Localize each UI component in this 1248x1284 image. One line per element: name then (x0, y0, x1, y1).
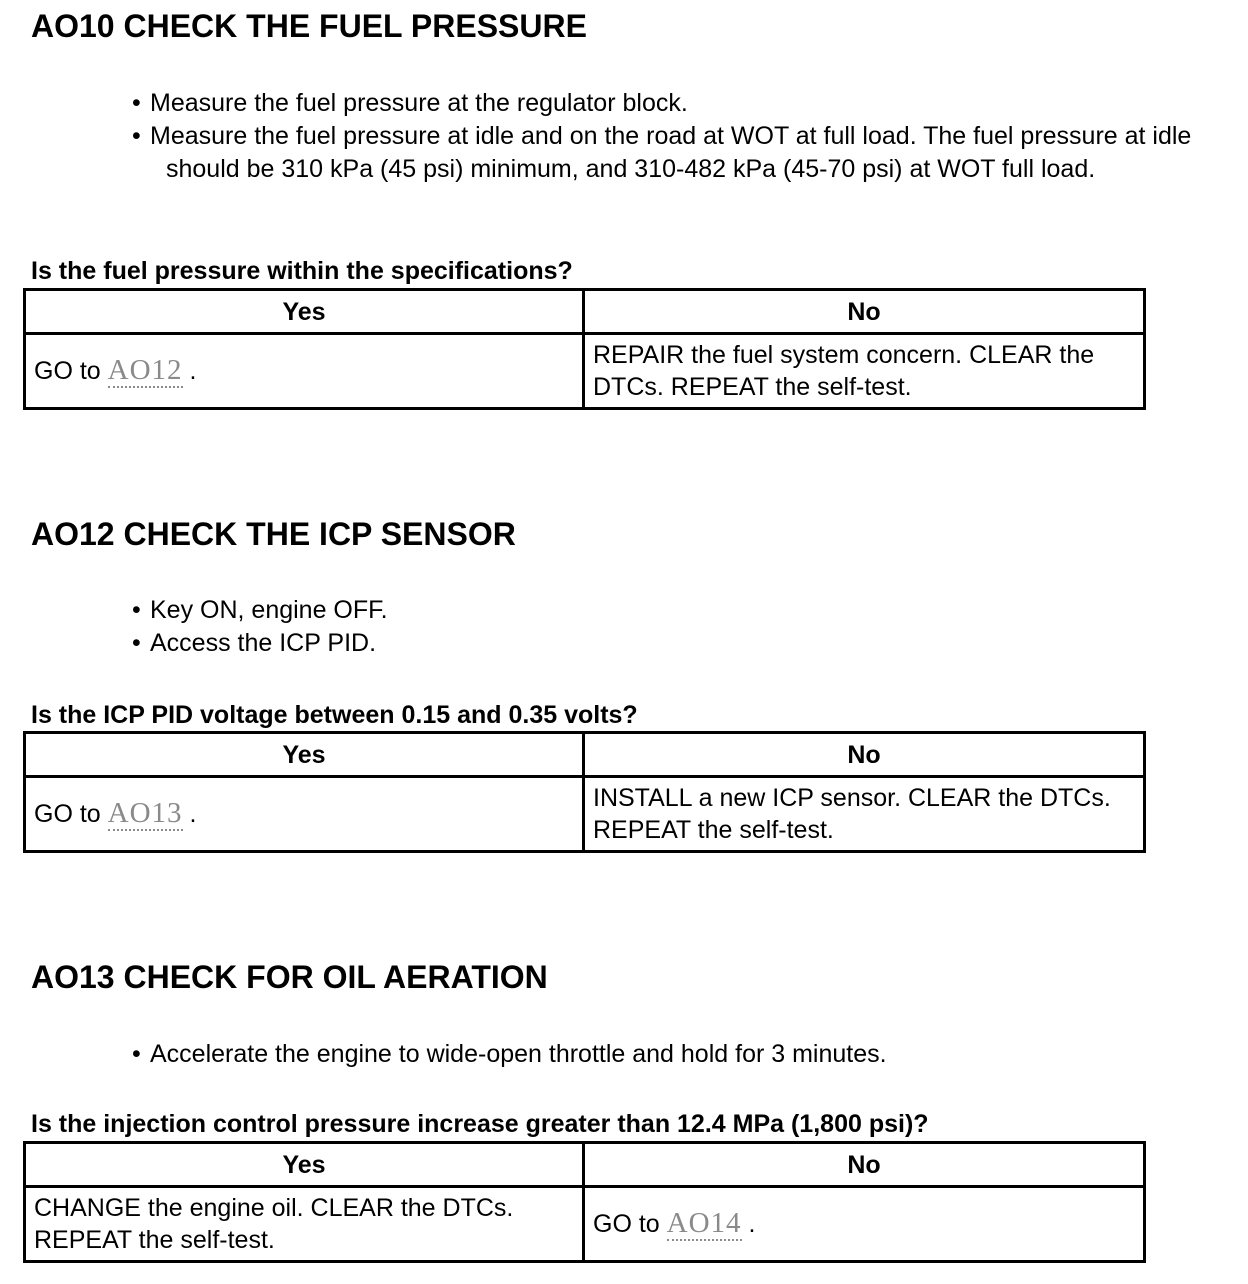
question-ao12: Is the ICP PID voltage between 0.15 and 0.35 volts? (31, 701, 638, 729)
table-row (25, 777, 1145, 852)
section-heading-ao10: AO10 CHECK THE FUEL PRESSURE (31, 8, 587, 44)
yes-cell (25, 334, 584, 409)
yes-cell: CHANGE the engine oil. CLEAR the DTCs. REPEAT the self-test. (25, 1187, 584, 1262)
period-text: . (748, 1210, 756, 1238)
step-link-ao13[interactable]: AO13 (107, 797, 183, 829)
go-to-text: GO to (593, 1210, 660, 1238)
go-to-text: GO to (34, 800, 101, 828)
bullet-item: • Accelerate the engine to wide-open throttle and hold for 3 minutes. (114, 1038, 1224, 1071)
bullet-list-ao12 (114, 594, 1224, 660)
yes-header: Yes (25, 1143, 584, 1187)
no-cell: REPAIR the fuel system concern. CLEAR the DTCs. REPEAT the self-test. (584, 334, 1145, 409)
no-header: No (584, 290, 1145, 334)
table-header-row (25, 733, 1145, 777)
bullet-list-ao10 (114, 87, 1224, 186)
no-header: No (584, 733, 1145, 777)
go-to-text: GO to (34, 357, 101, 385)
period-text: . (189, 800, 197, 828)
result-table-ao13 (23, 1141, 1146, 1263)
yes-cell (25, 777, 584, 852)
table-row (25, 1187, 1145, 1262)
step-link-ao14[interactable]: AO14 (666, 1207, 742, 1239)
table-header-row (25, 1143, 1145, 1187)
no-cell (584, 1187, 1145, 1262)
bullet-item: • Access the ICP PID. (114, 627, 1224, 660)
no-cell: INSTALL a new ICP sensor. CLEAR the DTCs. REPEAT the self-test. (584, 777, 1145, 852)
question-ao10: Is the fuel pressure within the specifications? (31, 257, 573, 285)
bullet-item: • Key ON, engine OFF. (114, 594, 1224, 627)
bullet-item: • Measure the fuel pressure at the regulator block. (114, 87, 1224, 120)
section-heading-ao13: AO13 CHECK FOR OIL AERATION (31, 959, 548, 995)
yes-header: Yes (25, 733, 584, 777)
yes-header: Yes (25, 290, 584, 334)
question-ao13: Is the injection control pressure increase greater than 12.4 MPa (1,800 psi)? (31, 1110, 929, 1138)
step-link-ao12[interactable]: AO12 (107, 354, 183, 386)
no-header: No (584, 1143, 1145, 1187)
bullet-item: • Measure the fuel pressure at idle and on the road at WOT at full load. The fuel pressure at idle should be 310 kPa (45 psi) minimum, and 310-482 kPa (45-70 psi) at WOT full load. (114, 120, 1224, 186)
bullet-list-ao13 (114, 1038, 1224, 1071)
period-text: . (189, 357, 197, 385)
section-heading-ao12: AO12 CHECK THE ICP SENSOR (31, 516, 516, 552)
result-table-ao10 (23, 288, 1146, 410)
result-table-ao12 (23, 731, 1146, 853)
table-row (25, 334, 1145, 409)
table-header-row (25, 290, 1145, 334)
